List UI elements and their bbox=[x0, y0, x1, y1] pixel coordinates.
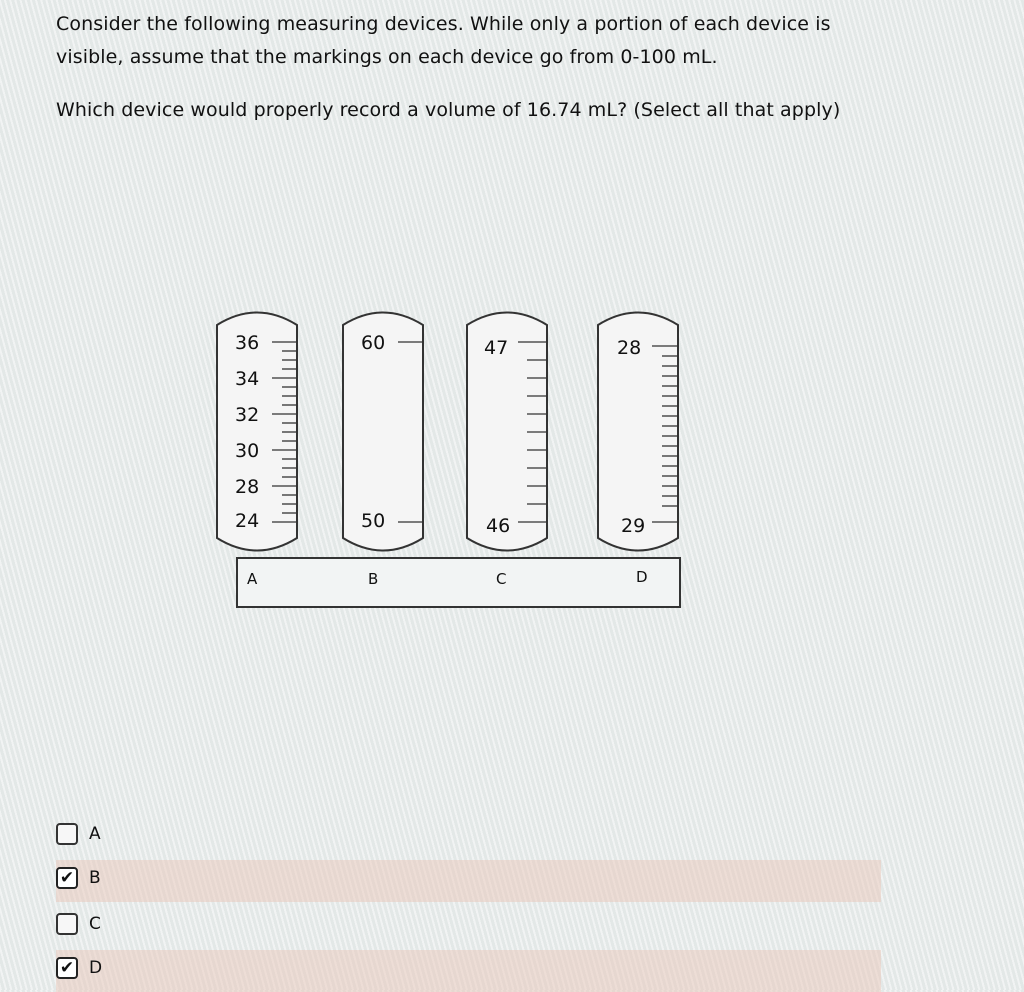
option-c[interactable] bbox=[56, 908, 101, 940]
device-d-label-2: 29 bbox=[621, 515, 646, 537]
option-d[interactable] bbox=[56, 952, 102, 984]
caption-a: A bbox=[247, 570, 258, 588]
device-c-label-2: 46 bbox=[486, 515, 511, 537]
checkbox-b[interactable] bbox=[56, 867, 78, 889]
option-d-highlight bbox=[56, 950, 881, 992]
device-b-label-2: 50 bbox=[361, 510, 386, 532]
device-caption-box bbox=[237, 558, 680, 607]
device-b-label-1: 60 bbox=[361, 332, 386, 354]
option-a[interactable] bbox=[56, 818, 101, 850]
device-a-label-4: 30 bbox=[235, 440, 260, 462]
check-icon: ✔ bbox=[59, 867, 75, 888]
device-a-label-2: 34 bbox=[235, 368, 260, 390]
device-a-label-1: 36 bbox=[235, 332, 260, 354]
check-icon: ✔ bbox=[59, 957, 75, 978]
caption-c: C bbox=[496, 570, 507, 588]
caption-d: D bbox=[636, 568, 648, 586]
option-b-label: B bbox=[89, 868, 101, 888]
checkbox-d[interactable] bbox=[56, 957, 78, 979]
device-d-label-1: 28 bbox=[617, 337, 642, 359]
option-b[interactable] bbox=[56, 862, 101, 894]
device-a-label-6: 24 bbox=[235, 510, 260, 532]
option-c-label: C bbox=[89, 914, 101, 934]
question-line-1: Consider the following measuring devices. While only a portion of each device is bbox=[56, 13, 831, 35]
device-c-label-1: 47 bbox=[484, 337, 509, 359]
device-a-label-3: 32 bbox=[235, 404, 260, 426]
caption-b: B bbox=[368, 570, 379, 588]
checkbox-c[interactable] bbox=[56, 913, 78, 935]
question-line-2: visible, assume that the markings on each device go from 0-100 mL. bbox=[56, 46, 718, 68]
device-a-label-5: 28 bbox=[235, 476, 260, 498]
option-a-label: A bbox=[89, 824, 101, 844]
option-b-highlight bbox=[56, 860, 881, 902]
option-d-label: D bbox=[89, 958, 103, 978]
question-prompt: Which device would properly record a volume of 16.74 mL? (Select all that apply) bbox=[56, 99, 841, 121]
checkbox-a[interactable] bbox=[56, 823, 78, 845]
